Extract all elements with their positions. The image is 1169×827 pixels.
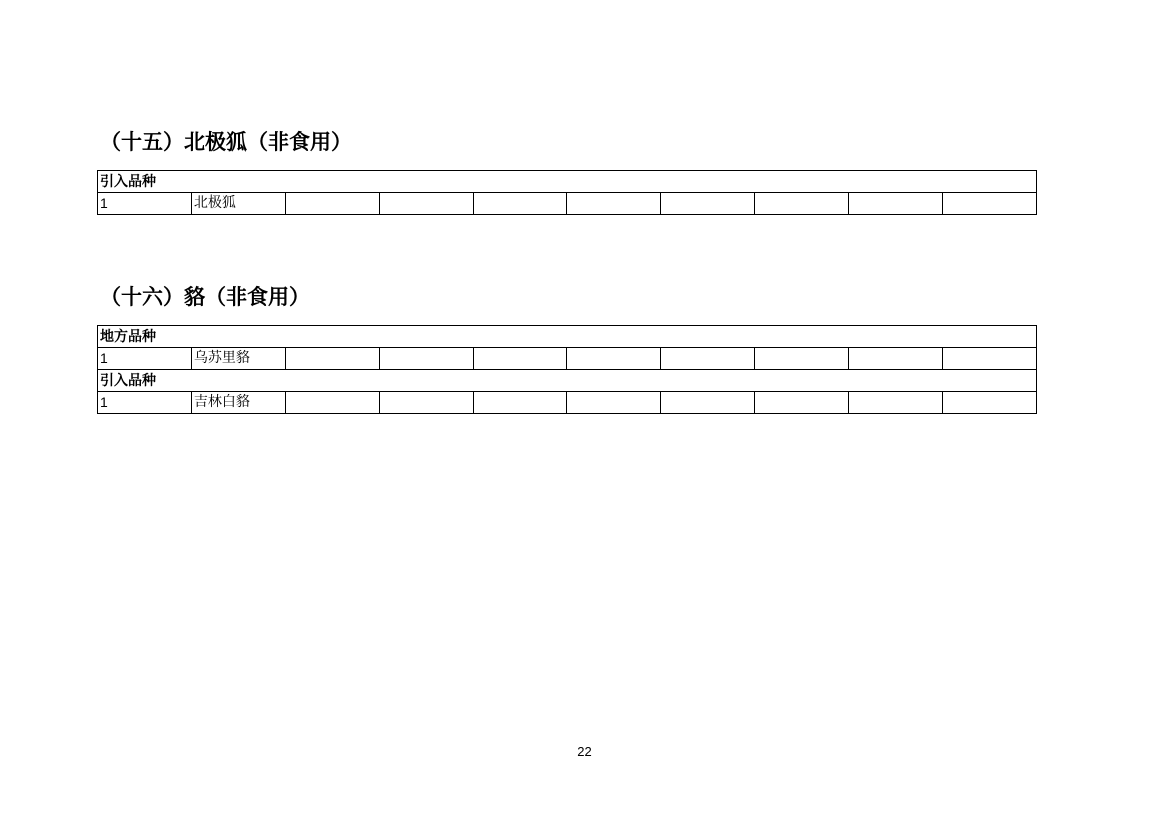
row-cell-empty xyxy=(849,193,943,215)
table-row xyxy=(98,392,1037,414)
breed-table-raccoon-dog xyxy=(97,325,1037,414)
row-breed-name: 乌苏里貉 xyxy=(191,348,285,370)
section-raccoon-dog xyxy=(0,285,1169,414)
row-cell-empty xyxy=(755,193,849,215)
row-index: 1 xyxy=(98,348,192,370)
row-cell-empty xyxy=(943,348,1037,370)
group-label: 地方品种 xyxy=(98,326,1037,348)
row-breed-name: 北极狐 xyxy=(191,193,285,215)
row-cell-empty xyxy=(285,348,379,370)
group-label: 引入品种 xyxy=(98,171,1037,193)
row-cell-empty xyxy=(567,392,661,414)
row-cell-empty xyxy=(473,392,567,414)
row-cell-empty xyxy=(661,348,755,370)
row-cell-empty xyxy=(755,348,849,370)
row-cell-empty xyxy=(661,392,755,414)
row-cell-empty xyxy=(755,392,849,414)
table-group-header-row xyxy=(98,326,1037,348)
row-cell-empty xyxy=(849,348,943,370)
page-number: 22 xyxy=(577,744,592,759)
row-cell-empty xyxy=(567,348,661,370)
row-cell-empty xyxy=(567,193,661,215)
table-group-header-row xyxy=(98,370,1037,392)
row-cell-empty xyxy=(473,348,567,370)
row-cell-empty xyxy=(379,193,473,215)
section-arctic-fox xyxy=(0,130,1169,215)
table-row xyxy=(98,348,1037,370)
row-breed-name: 吉林白貉 xyxy=(191,392,285,414)
section-heading: （十六）貉（非食用） xyxy=(100,286,310,309)
row-cell-empty xyxy=(943,392,1037,414)
table-group-header-row xyxy=(98,171,1037,193)
section-heading: （十五）北极狐（非食用） xyxy=(100,131,352,154)
row-cell-empty xyxy=(379,348,473,370)
row-cell-empty xyxy=(849,392,943,414)
group-label: 引入品种 xyxy=(98,370,1037,392)
table-row xyxy=(98,193,1037,215)
row-cell-empty xyxy=(285,193,379,215)
row-cell-empty xyxy=(379,392,473,414)
row-cell-empty xyxy=(943,193,1037,215)
row-cell-empty xyxy=(473,193,567,215)
row-cell-empty xyxy=(661,193,755,215)
row-index: 1 xyxy=(98,193,192,215)
breed-table-introduced-arctic-fox xyxy=(97,170,1037,215)
row-cell-empty xyxy=(285,392,379,414)
row-index: 1 xyxy=(98,392,192,414)
